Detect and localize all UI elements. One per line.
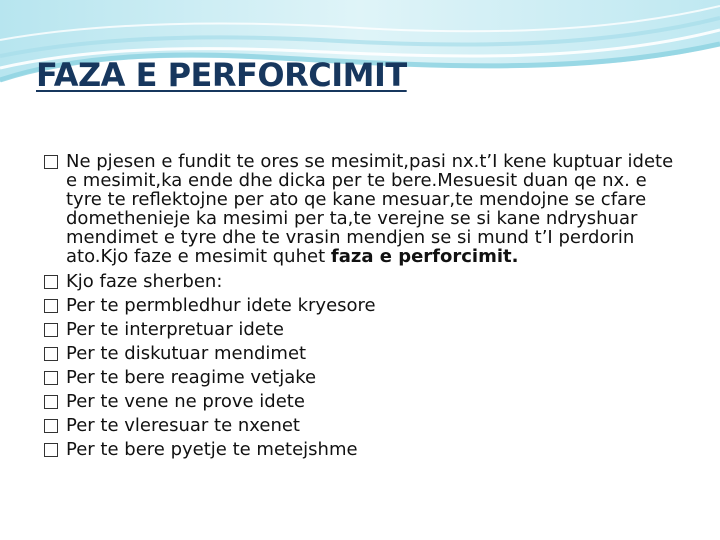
list-item-text: Per te diskutuar mendimet [66, 343, 307, 364]
checkbox-square-icon [44, 323, 58, 337]
list-item-text: Per te interpretuar idete [66, 319, 284, 340]
checkbox-square-icon [44, 299, 58, 313]
checkbox-square-icon [44, 395, 58, 409]
list-item-text: Per te bere pyetje te metejshme [66, 439, 358, 460]
list-item-text: Per te permbledhur idete kryesore [66, 295, 376, 316]
list-item-text: Per te vleresuar te nxenet [66, 415, 300, 436]
list-item [44, 366, 684, 390]
intro-paragraph [44, 152, 684, 266]
list-item [44, 390, 684, 414]
checkbox-square-icon [44, 371, 58, 385]
list-item [44, 414, 684, 438]
intro-bold-term: faza e perforcimit. [330, 246, 519, 267]
list-item [44, 270, 684, 294]
checkbox-square-icon [44, 275, 58, 289]
list-item [44, 342, 684, 366]
list-item-text: Per te vene ne prove idete [66, 391, 305, 412]
checkbox-square-icon [44, 419, 58, 433]
slide-title: FAZA E PERFORCIMIT [36, 56, 407, 94]
checkbox-square-icon [44, 347, 58, 361]
list-item-text: Kjo faze sherben: [66, 271, 223, 292]
bullet-list [44, 152, 684, 462]
intro-text: Ne pjesen e fundit te ores se mesimit,pasi nx.t’I kene kuptuar idete e mesimit,ka ende dhe dicka per te bere.Mesuesit duan qe nx. e tyre te reflektojne per ato qe kane mesuar,te mendojne se cfare domethenieje ka mesimi per ta,te verejne se si kane ndryshuar mendimet e tyre dhe te vrasin mendjen se si mund t’I perdorin ato.Kjo faze e mesimit quhet [66, 151, 674, 267]
list-item [44, 294, 684, 318]
list-item [44, 318, 684, 342]
checkbox-square-icon [44, 155, 58, 169]
list-item-text: Per te bere reagime vetjake [66, 367, 317, 388]
list-item [44, 438, 684, 462]
checkbox-square-icon [44, 443, 58, 457]
